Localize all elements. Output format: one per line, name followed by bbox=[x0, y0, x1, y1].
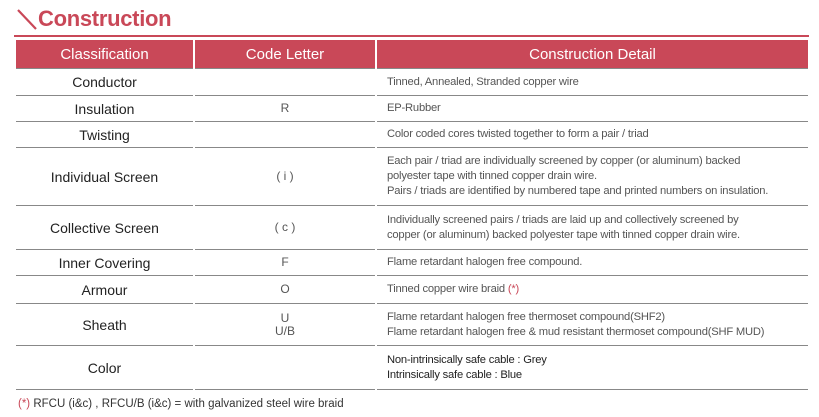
footnote bbox=[18, 398, 344, 410]
asterisk-mark: (*) bbox=[507, 283, 520, 295]
row-code-letter bbox=[194, 148, 376, 206]
section-header bbox=[14, 4, 809, 34]
row-detail bbox=[376, 148, 808, 206]
row-detail bbox=[376, 69, 808, 96]
detail-line: Flame retardant halogen free thermoset compound(SHF2) bbox=[387, 310, 665, 323]
row-classification: Color bbox=[16, 346, 194, 390]
code-value: ( c ) bbox=[274, 220, 296, 234]
row-classification: Collective Screen bbox=[16, 206, 194, 250]
footnote-text: RFCU (i&c) , RFCU/B (i&c) = with galvanized steel wire braid bbox=[33, 398, 344, 410]
detail-line: Intrinsically safe cable : Blue bbox=[387, 368, 522, 381]
code-value: F bbox=[281, 255, 289, 269]
table-row bbox=[16, 96, 808, 122]
table-header-row bbox=[16, 40, 808, 69]
detail-line: polyester tape with tinned copper drain wire. bbox=[387, 170, 597, 182]
detail-line bbox=[387, 282, 808, 297]
code-value: O bbox=[280, 282, 290, 296]
table-row bbox=[16, 122, 808, 148]
table-row bbox=[16, 304, 808, 346]
detail-line: Tinned, Annealed, Stranded copper wire bbox=[387, 75, 579, 88]
table-row bbox=[16, 69, 808, 96]
detail-line: Color coded cores twisted together to form a pair / triad bbox=[387, 128, 649, 140]
construction-table bbox=[16, 40, 808, 390]
row-code-letter bbox=[194, 96, 376, 122]
detail-text: Tinned copper wire braid bbox=[387, 283, 505, 295]
row-code-letter bbox=[194, 206, 376, 250]
row-detail bbox=[376, 250, 808, 276]
section-title: Construction bbox=[38, 6, 172, 31]
row-classification: Insulation bbox=[16, 96, 194, 122]
row-detail bbox=[376, 304, 808, 346]
footnote-mark: (*) bbox=[18, 398, 31, 410]
row-detail bbox=[376, 206, 808, 250]
row-classification: Conductor bbox=[16, 69, 194, 96]
diagonal-slash-icon bbox=[16, 7, 40, 31]
code-value: ( i ) bbox=[276, 169, 294, 183]
row-classification: Inner Covering bbox=[16, 250, 194, 276]
detail-line: Flame retardant halogen free compound. bbox=[387, 256, 583, 268]
code-value: U/B bbox=[274, 323, 295, 338]
detail-line: Non-intrinsically safe cable : Grey bbox=[387, 353, 547, 366]
table-row bbox=[16, 276, 808, 304]
header-code-letter: Code Letter bbox=[194, 40, 376, 69]
detail-line: copper (or aluminum) backed polyester tape with tinned copper drain wire. bbox=[387, 228, 740, 241]
code-value: U bbox=[280, 310, 290, 325]
row-detail bbox=[376, 96, 808, 122]
row-detail bbox=[376, 346, 808, 390]
table-row bbox=[16, 346, 808, 390]
row-code-letter bbox=[194, 346, 376, 390]
row-detail bbox=[376, 276, 808, 304]
row-code-letter bbox=[194, 69, 376, 96]
row-classification: Sheath bbox=[16, 304, 194, 346]
header-classification: Classification bbox=[16, 40, 194, 69]
row-code-letter bbox=[194, 250, 376, 276]
row-classification: Armour bbox=[16, 276, 194, 304]
row-code-letter bbox=[194, 122, 376, 148]
detail-line: Each pair / triad are individually screened by copper (or aluminum) backed bbox=[387, 155, 741, 167]
table-row bbox=[16, 250, 808, 276]
title-divider bbox=[14, 35, 809, 37]
row-classification: Twisting bbox=[16, 122, 194, 148]
detail-line: Flame retardant halogen free & mud resistant thermoset compound(SHF MUD) bbox=[387, 325, 765, 338]
table-row bbox=[16, 148, 808, 206]
detail-line: Pairs / triads are identified by numbered tape and printed numbers on insulation. bbox=[387, 185, 769, 197]
row-detail bbox=[376, 122, 808, 148]
table-row bbox=[16, 206, 808, 250]
detail-line: Individually screened pairs / triads are laid up and collectively screened by bbox=[387, 213, 739, 226]
header-construction-detail: Construction Detail bbox=[376, 40, 808, 69]
detail-line: EP-Rubber bbox=[387, 102, 441, 114]
row-classification: Individual Screen bbox=[16, 148, 194, 206]
row-code-letter bbox=[194, 304, 376, 346]
row-code-letter bbox=[194, 276, 376, 304]
code-value: R bbox=[280, 101, 290, 115]
